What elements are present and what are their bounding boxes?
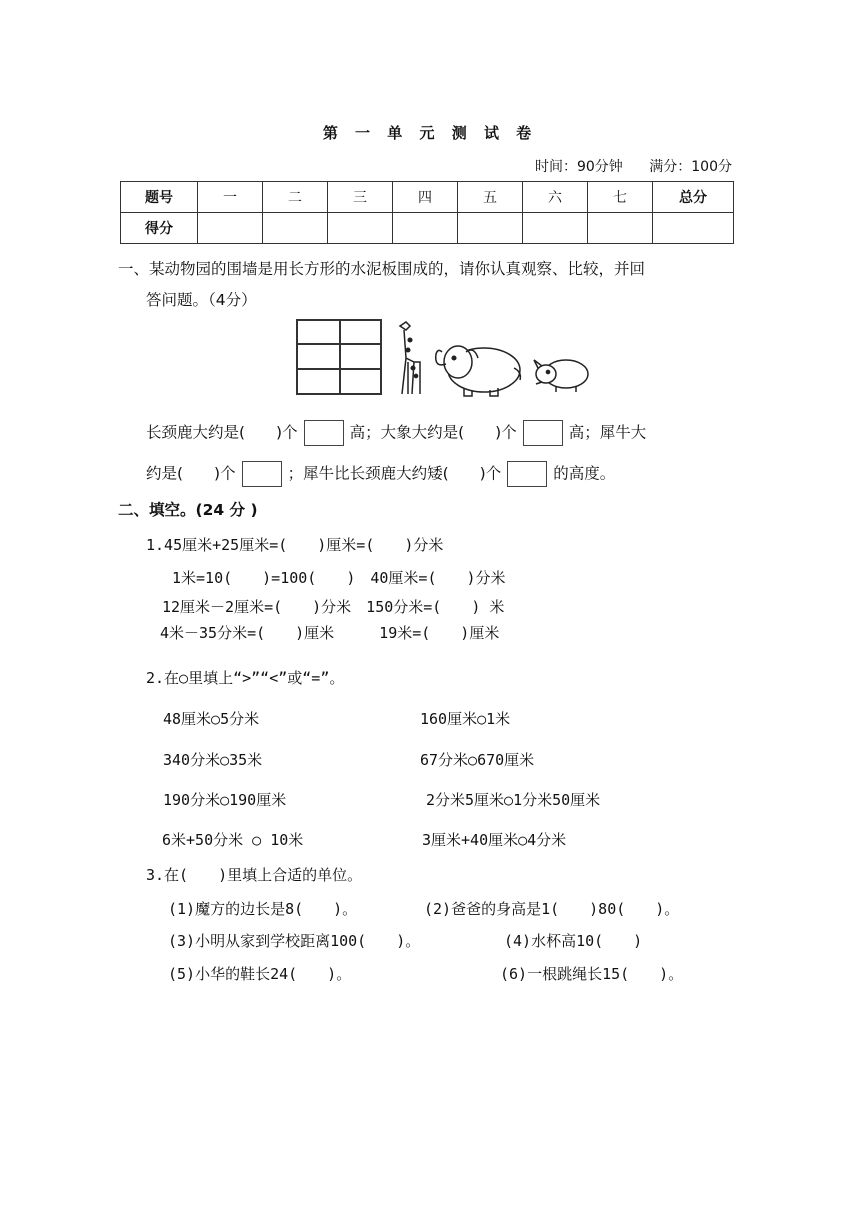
table-cell: 四 bbox=[393, 182, 458, 213]
unit-item: (1)魔方的边长是8( )。 bbox=[168, 900, 358, 918]
wall-panel-box-icon bbox=[242, 461, 282, 487]
table-cell: 二 bbox=[263, 182, 328, 213]
table-cell: 七 bbox=[588, 182, 653, 213]
compare-item: 6米+50分米 ○ 10米 bbox=[162, 831, 304, 849]
table-cell: 五 bbox=[458, 182, 523, 213]
score-table bbox=[120, 181, 734, 244]
unit-item: (6)一根跳绳长15( )。 bbox=[500, 965, 684, 983]
compare-item: 48厘米○5分米 bbox=[163, 710, 260, 728]
exam-meta bbox=[513, 156, 732, 176]
rhino-question-start: 高；犀牛大 bbox=[568, 423, 647, 442]
score-table-score-row bbox=[121, 213, 734, 244]
compare-item: 2分米5厘米○1分米50厘米 bbox=[426, 791, 601, 809]
score-input-cell[interactable] bbox=[393, 213, 458, 244]
score-input-cell[interactable] bbox=[263, 213, 328, 244]
compare-heading: 2.在○里填上“>”“<”或“=”。 bbox=[146, 669, 345, 687]
unit-item: (2)爸爸的身高是1( )80( )。 bbox=[424, 900, 680, 918]
page-title: 第 一 单 元 测 试 卷 bbox=[322, 124, 538, 142]
question-1-text: 一、某动物园的围墙是用长方形的水泥板围成的，请你认真观察、比较，并回 bbox=[118, 260, 646, 278]
time-limit: 时间：90分钟 bbox=[534, 159, 623, 175]
fill-blank-line: 1米=10( )=100( ) 40厘米=( )分米 bbox=[172, 569, 506, 587]
fill-blank-line: 4米－35分米=( )厘米 19米=( )厘米 bbox=[160, 624, 500, 642]
rhino-question: 约是( )个 bbox=[146, 464, 236, 483]
rhino-illustration bbox=[534, 360, 588, 392]
table-cell: 三 bbox=[328, 182, 393, 213]
compare-item: 340分米○35米 bbox=[163, 751, 263, 769]
score-input-cell[interactable] bbox=[458, 213, 523, 244]
table-cell: 得分 bbox=[121, 213, 198, 244]
giraffe-question: 长颈鹿大约是( )个 bbox=[146, 423, 298, 442]
wall-panel-box-icon bbox=[523, 420, 563, 446]
wall-panel-grid-figure bbox=[296, 319, 382, 395]
wall-panel-box-icon bbox=[304, 420, 344, 446]
table-cell: 题号 bbox=[121, 182, 198, 213]
score-input-cell[interactable] bbox=[653, 213, 734, 244]
table-cell: 六 bbox=[523, 182, 588, 213]
unit-heading: 3.在( )里填上合适的单位。 bbox=[146, 866, 363, 884]
question-1-text-cont: 答问题。（4分） bbox=[146, 291, 257, 309]
unit-item: (4)水杯高10( ) bbox=[504, 932, 643, 950]
score-input-cell[interactable] bbox=[198, 213, 263, 244]
animal-illustrations bbox=[386, 318, 596, 400]
table-cell: 总分 bbox=[653, 182, 734, 213]
total-score: 满分：100分 bbox=[649, 159, 732, 175]
question-1-row-1 bbox=[146, 420, 646, 446]
compare-item: 160厘米○1米 bbox=[420, 710, 511, 728]
compare-question-end: 的高度。 bbox=[553, 464, 616, 483]
compare-question: ；犀牛比长颈鹿大约矮( )个 bbox=[287, 464, 502, 483]
unit-item: (5)小华的鞋长24( )。 bbox=[168, 965, 352, 983]
score-input-cell[interactable] bbox=[328, 213, 393, 244]
question-2-heading: 二、填空。(24 分 ) bbox=[118, 501, 258, 519]
compare-item: 190分米○190厘米 bbox=[163, 791, 287, 809]
question-1-row-2 bbox=[146, 461, 615, 487]
table-cell: 一 bbox=[198, 182, 263, 213]
fill-blank-line: 1.45厘米+25厘米=( )厘米=( )分米 bbox=[146, 536, 444, 554]
fill-blank-line: 12厘米－2厘米=( )分米 150分米=( ) 米 bbox=[162, 598, 505, 616]
elephant-question: 高；大象大约是( )个 bbox=[349, 423, 517, 442]
compare-item: 3厘米+40厘米○4分米 bbox=[422, 831, 567, 849]
unit-item: (3)小明从家到学校距离100( )。 bbox=[168, 932, 421, 950]
wall-panel-box-icon bbox=[507, 461, 547, 487]
score-input-cell[interactable] bbox=[523, 213, 588, 244]
score-table-header-row bbox=[121, 182, 734, 213]
giraffe-illustration bbox=[400, 322, 420, 394]
compare-item: 67分米○670厘米 bbox=[420, 751, 535, 769]
elephant-illustration bbox=[436, 346, 521, 396]
score-input-cell[interactable] bbox=[588, 213, 653, 244]
